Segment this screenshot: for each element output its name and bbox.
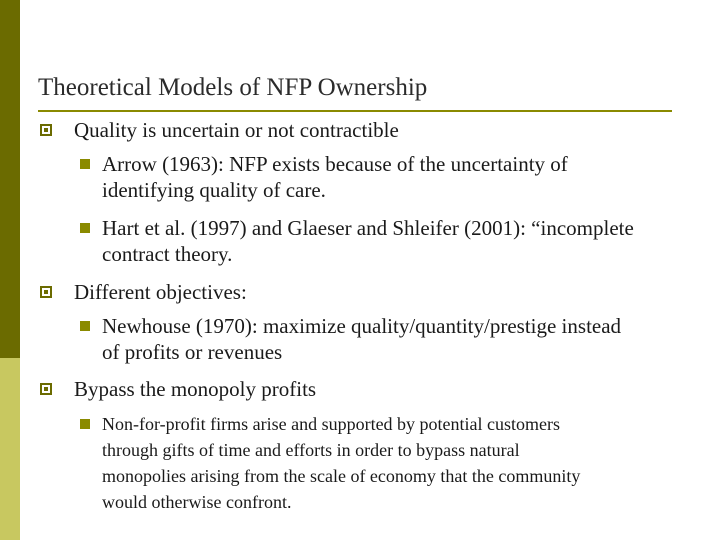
bullet-text: Different objectives: [74,280,247,304]
bullet-text: Bypass the monopoly profits [74,377,317,401]
accent-bar-dark [0,0,20,358]
slide-title: Theoretical Models of NFP Ownership [38,74,428,101]
sub-bullet-line: through gifts of time and efforts in order to bypass natural [102,440,520,460]
filled-square-icon [80,223,90,233]
hollow-square-icon [40,383,52,395]
sub-bullet-line: identifying quality of care. [102,178,326,202]
sub-bullet-line: Newhouse (1970): maximize quality/quantity/prestige instead [102,314,622,338]
sub-bullet-line: Arrow (1963): NFP exists because of the uncertainty of [102,152,568,176]
sub-bullet-line: would otherwise confront. [102,492,292,512]
sub-bullet-line: of profits or revenues [102,340,283,364]
sub-bullet-line: Hart et al. (1997) and Glaeser and Shleifer (2001): “incomplete [102,216,634,240]
bullet-text: Quality is uncertain or not contractible [74,118,399,142]
sub-bullet-line: monopolies arising from the scale of economy that the community [102,466,581,486]
accent-bar-light [0,358,20,540]
filled-square-icon [80,419,90,429]
filled-square-icon [80,159,90,169]
title-underline [38,110,672,112]
sub-bullet-line: contract theory. [102,242,233,266]
hollow-square-icon [40,286,52,298]
sub-bullet-line: Non-for-profit firms arise and supported by potential customers [102,414,561,434]
hollow-square-icon [40,124,52,136]
filled-square-icon [80,321,90,331]
